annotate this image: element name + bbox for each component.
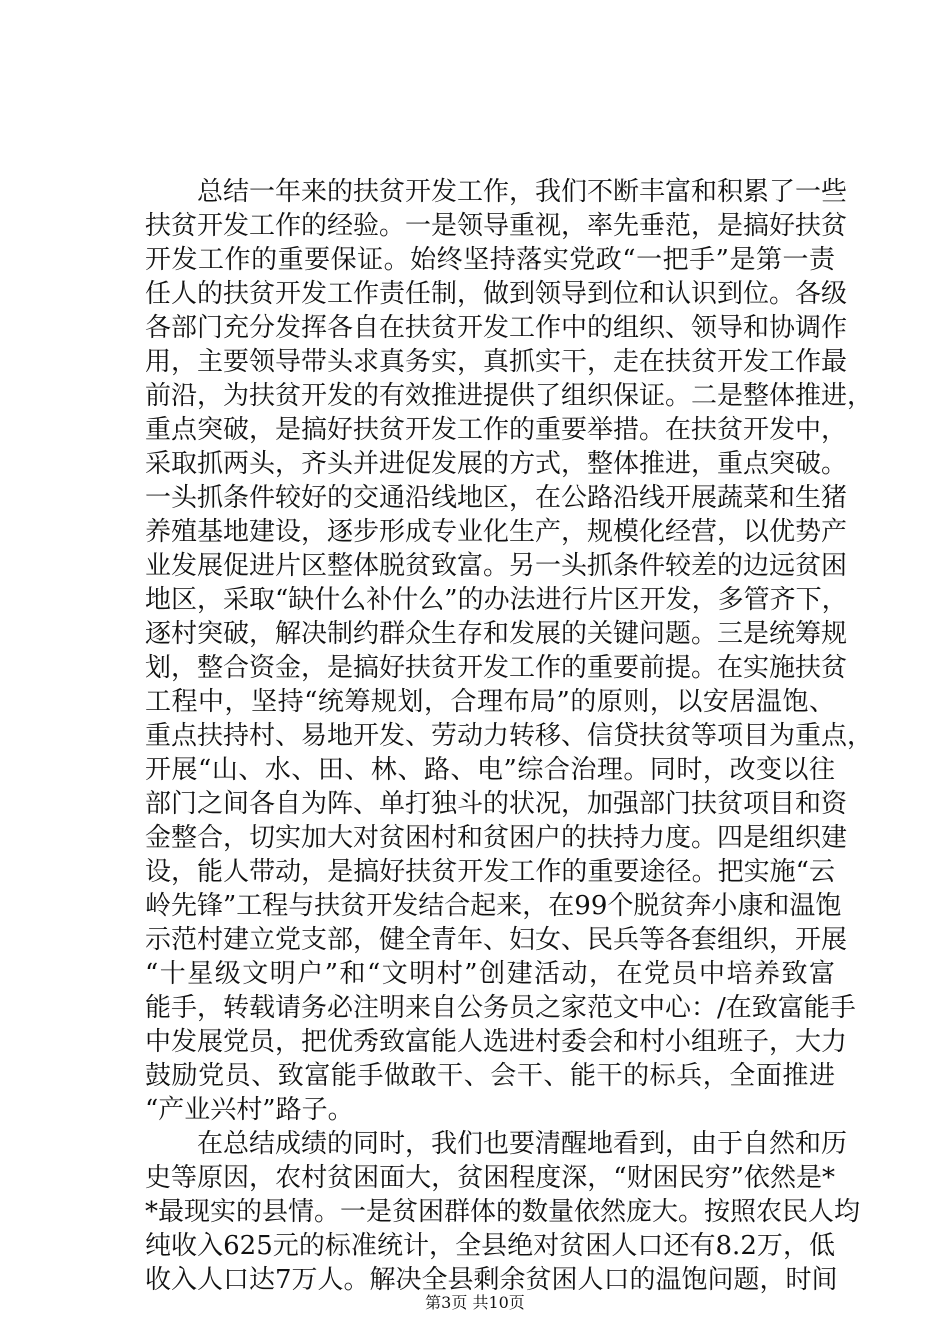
text-line: 采取抓两头，齐头并进促发展的方式，整体推进，重点突破。 <box>145 449 848 479</box>
text-line: 扶贫开发工作的经验。一是领导重视，率先垂范，是搞好扶贫 <box>145 211 848 241</box>
text-line: *最现实的县情。一是贫困群体的数量依然庞大。按照农民人均 <box>145 1197 861 1227</box>
text-line: 开展“山、水、田、林、路、电”综合治理。同时，改变以往 <box>145 755 835 785</box>
text-line: 中发展党员，把优秀致富能人选进村委会和村小组班子，大力 <box>145 1027 848 1057</box>
text-line: 重点扶持村、易地开发、劳动力转移、信贷扶贫等项目为重点， <box>145 721 874 751</box>
text-line: 能手，转载请务必注明来自公务员之家范文中心：/在致富能手 <box>145 993 856 1023</box>
text-line: 鼓励党员、致富能手做敢干、会干、能干的标兵，全面推进 <box>145 1061 835 1091</box>
text-line: 岭先锋”工程与扶贫开发结合起来，在99个脱贫奔小康和温饱 <box>145 891 842 921</box>
text-line: 设，能人带动，是搞好扶贫开发工作的重要途径。把实施“云 <box>145 857 835 887</box>
text-line: 地区，采取“缺什么补什么”的办法进行片区开发，多管齐下， <box>145 585 848 615</box>
text-line: 用，主要领导带头求真务实，真抓实干，走在扶贫开发工作最 <box>145 347 848 377</box>
text-line: 养殖基地建设，逐步形成专业化生产，规模化经营，以优势产 <box>145 517 848 547</box>
text-line: 金整合，切实加大对贫困村和贫困户的扶持力度。四是组织建 <box>145 823 848 853</box>
text-line: 工程中，坚持“统筹规划，合理布局”的原则，以安居温饱、 <box>145 687 835 717</box>
text-line: “十星级文明户”和“文明村”创建活动，在党员中培养致富 <box>145 959 835 989</box>
text-line: 逐村突破，解决制约群众生存和发展的关键问题。三是统筹规 <box>145 619 848 649</box>
text-line: 一头抓条件较好的交通沿线地区，在公路沿线开展蔬菜和生猪 <box>145 483 848 513</box>
text-line: 业发展促进片区整体脱贫致富。另一头抓条件较差的边远贫困 <box>145 551 848 581</box>
text-line: 总结一年来的扶贫开发工作，我们不断丰富和积累了一些 <box>145 177 848 207</box>
page-number-footer: 第3页 共10页 <box>425 1293 525 1312</box>
text-line: 各部门充分发挥各自在扶贫开发工作中的组织、领导和协调作 <box>145 313 848 343</box>
text-line: 划，整合资金，是搞好扶贫开发工作的重要前提。在实施扶贫 <box>145 653 848 683</box>
text-line: 开发工作的重要保证。始终坚持落实党政“一把手”是第一责 <box>145 245 835 275</box>
text-line: 纯收入625元的标准统计，全县绝对贫困人口还有8.2万，低 <box>145 1231 835 1261</box>
text-line: 重点突破，是搞好扶贫开发工作的重要举措。在扶贫开发中， <box>145 415 848 445</box>
text-line: 部门之间各自为阵、单打独斗的状况，加强部门扶贫项目和资 <box>145 789 848 819</box>
text-line: 前沿，为扶贫开发的有效推进提供了组织保证。二是整体推进， <box>145 381 874 411</box>
text-line: 示范村建立党支部，健全青年、妇女、民兵等各套组织，开展 <box>145 925 848 955</box>
text-line: 在总结成绩的同时，我们也要清醒地看到，由于自然和历 <box>145 1129 848 1159</box>
text-line: 收入人口达7万人。解决全县剩余贫困人口的温饱问题，时间 <box>145 1265 838 1295</box>
text-line: “产业兴村”路子。 <box>145 1095 354 1125</box>
text-line: 任人的扶贫开发工作责任制，做到领导到位和认识到位。各级 <box>145 279 848 309</box>
text-line: 史等原因，农村贫困面大，贫困程度深，“财困民穷”依然是* <box>145 1163 835 1193</box>
